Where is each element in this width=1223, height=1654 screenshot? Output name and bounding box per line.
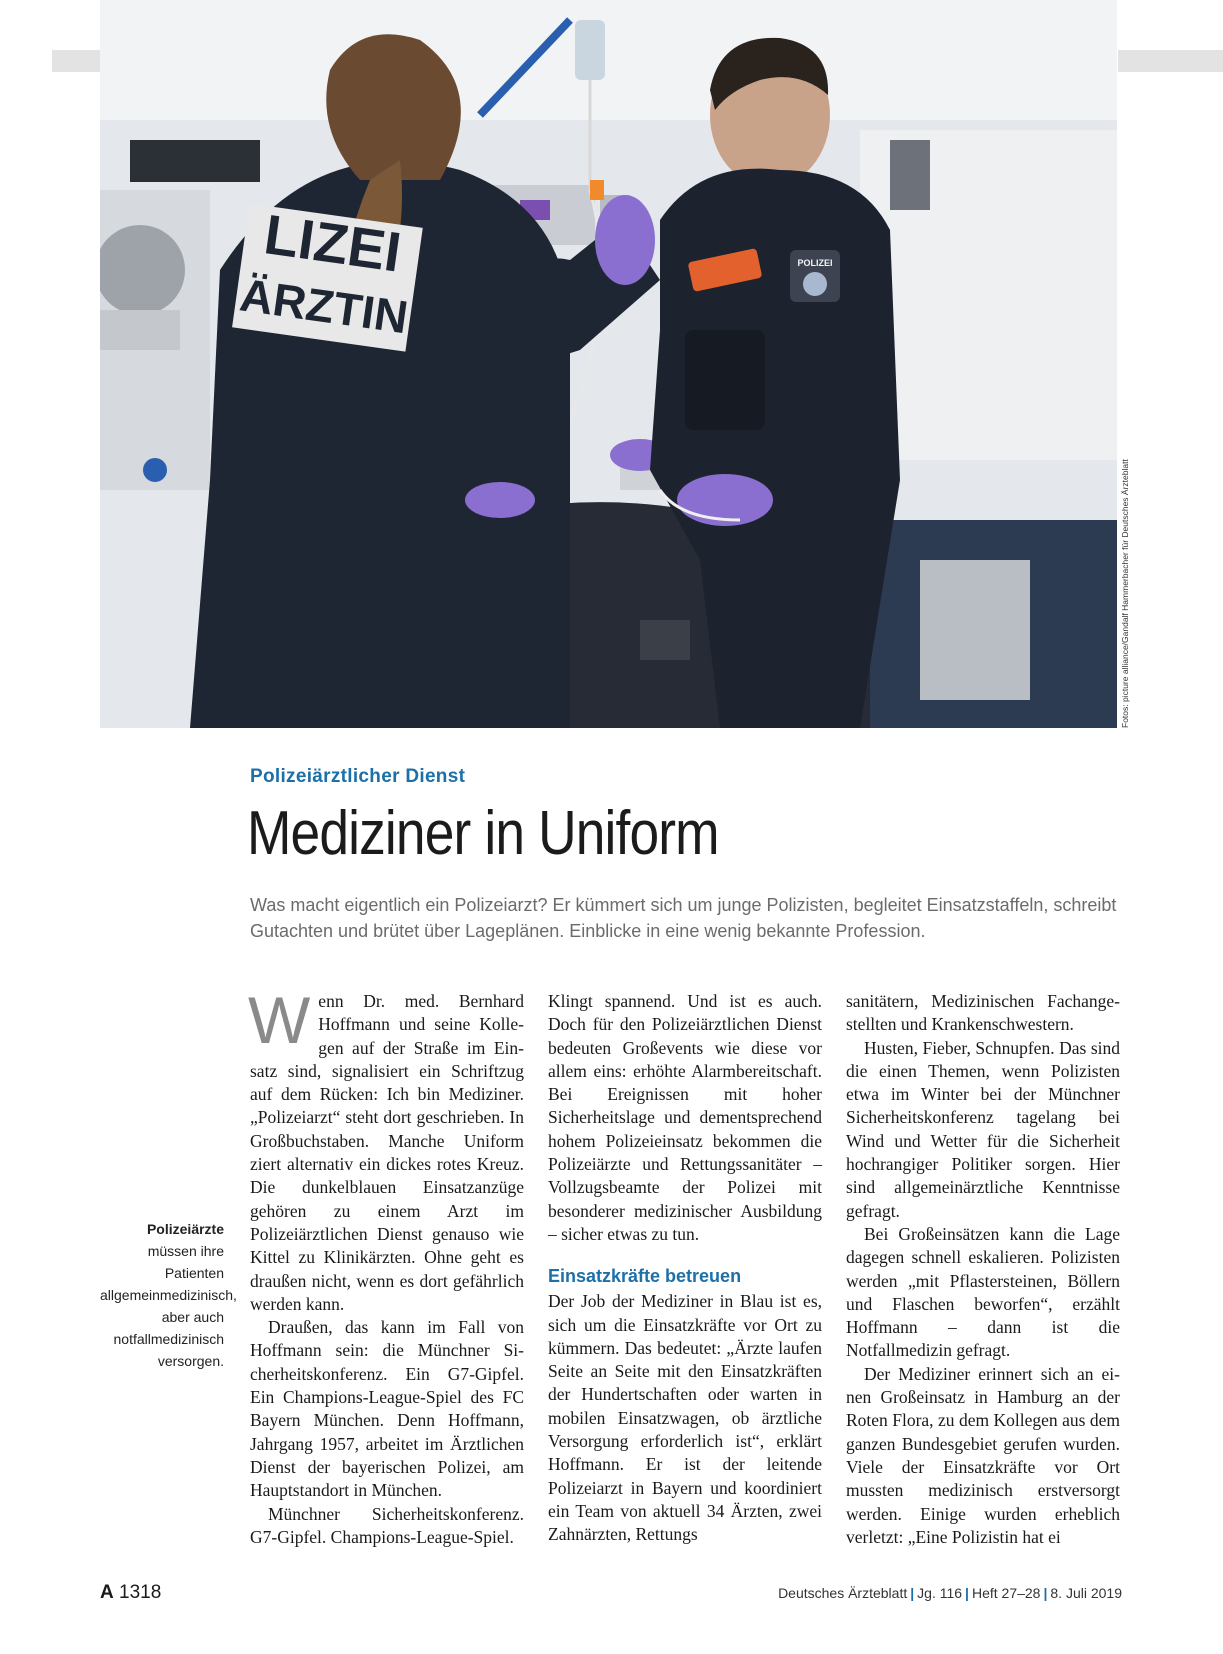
section-subheading: Einsatzkräfte betreuen	[548, 1266, 742, 1287]
text-column-1	[248, 983, 524, 1549]
page-prefix: A	[100, 1582, 114, 1603]
header-bar-right	[1118, 50, 1223, 72]
journal-issue: Heft 27–28	[971, 1585, 1041, 1601]
paragraph: Draußen, das kann im Fall von Hoffmann sein: die Münchner Sicherheitskonferenz. Ein G7-Gipfel. Ein Champions-League-Spiel des FC Bayern München. Denn Hoffmann, Jahrgang 1957, arbeitet im Ärztlichen Dienst der bayerischen Polizei, am Hauptstandort in München.	[250, 1317, 524, 1501]
text-column-3	[846, 990, 1120, 1549]
jacket-text-top: LIZEI	[260, 202, 405, 284]
paragraph: Husten, Fieber, Schnupfen. Das sind die einen Themen, wenn Polizisten etwa im Winter bei der Münchner Sicherheitskonferenz tagelang bei Wind und Wetter für die Sicherheit hochrangiger Politiker sorgen. Hier sind allgemeinärztliche Kenntnisse gefragt.	[846, 1037, 1120, 1221]
article-photo	[100, 0, 1117, 728]
paragraph-text: enn Dr. med. Bernhard Hoffmann und seine Kollegen auf der Straße im Einsatz sind, signalisiert ein Schriftzug auf dem Rücken: Ich bin Mediziner. „Polizeiarzt“ steht dort geschrieben. In Großbuchstaben. Manche Uniform ziert alternativ ein dickes rotes Kreuz. Die dunkelblauen Einsatzanzüge gehören zu einem Arzt im Polizeiärztlichen Dienst genauso wie Kittel zu Klinikärzten. Ohne geht es draußen nicht, wenn es dort gefährlich werden kann.	[250, 991, 524, 1314]
page-number	[100, 1582, 161, 1604]
footer-separator: |	[1043, 1585, 1048, 1601]
dropcap: W	[248, 983, 311, 1057]
paragraph: Klingt spannend. Und ist es auch. Doch für den Polizeiärztlichen Dienst bedeuten Großevents wie diese vor allem eins: erhöhte Alarmbereitschaft. Bei Ereignissen mit hoher Sicherheitslage und dementsprechend hohem Polizeieinsatz bekommen die Polizeiärzte und Rettungssanitäter – Vollzugsbeamte der Polizei mit besonderer medizinischer Ausbildung – sicher etwas zu tun.	[548, 991, 822, 1244]
paragraph: Bei Großeinsätzen kann die Lage dagegen schnell eskalieren. Polizisten werden „mit Pflastersteinen, Böllern und Flaschen beworfen“, erzählt Hoffmann – dann ist die Notfallmedizin gefragt.	[846, 1223, 1120, 1361]
page-number-value: 1318	[113, 1582, 162, 1603]
photo-credit: Fotos: picture alliance/Gandalf Hammerbacher für Deutsches Ärzteblatt	[1120, 459, 1130, 728]
article-kicker: Polizeiärztlicher Dienst	[250, 766, 466, 787]
journal-footer	[778, 1585, 1122, 1601]
jacket-text-bottom: ÄRZTIN	[236, 268, 412, 344]
caption-text: müssen ihre Patienten allgemeinmedizinisch, aber auch notfallmedizinisch versorgen.	[100, 1243, 237, 1369]
police-patch-text: POLIZEI	[797, 258, 833, 268]
photo-caption	[100, 1218, 237, 1372]
paragraph: sanitätern, Medizinischen Fachangestellten und Krankenschwestern.	[846, 991, 1120, 1035]
text-column-2	[548, 990, 822, 1547]
journal-date: 8. Juli 2019	[1050, 1585, 1122, 1601]
paragraph: Der Mediziner erinnert sich an einen Großeinsatz in Hamburg an der Roten Flora, zu dem Kollegen aus dem ganzen Bundesgebiet gerufen wurden. Viele der Einsatzkräfte vor Ort mussten medizinisch erstversorgt werden. Einige wurden erheblich verletzt: „Eine Polizistin hat ei	[846, 1363, 1120, 1547]
caption-bold: Polizeiärzte	[146, 1221, 224, 1237]
paragraph: Der Job der Mediziner in Blau ist es, sich um die Einsatzkräfte vor Ort zu kümmern. Das bedeutet: „Ärzte laufen Seite an Seite mit den Einsatzkräften der Hundertschaften oder warten in mobilen Einsatzwagen, ob ärztliche Versorgung erforderlich ist“, erklärt Hoffmann. Er ist der leitende Polizeiarzt in Bayern und koordiniert ein Team von aktuell 34 Ärzten, zwei Zahnärzten, Rettungs	[548, 1291, 822, 1545]
footer-separator: |	[965, 1585, 969, 1601]
journal-name: Deutsches Ärzteblatt	[778, 1585, 908, 1601]
journal-volume: Jg. 116	[917, 1585, 963, 1601]
paragraph: Münchner Sicherheitskonferenz. G7-Gipfel. Champions-League-Spiel.	[250, 1503, 524, 1547]
article-headline: Mediziner in Uniform	[247, 799, 719, 868]
paragraph	[248, 983, 524, 1316]
footer-separator: |	[910, 1585, 915, 1601]
article-dek: Was macht eigentlich ein Polizeiarzt? Er kümmert sich um junge Polizisten, begleitet Einsatzstaffeln, schreibt Gutachten und brütet über Lageplänen. Einblicke in eine wenig bekannte Profession.	[250, 895, 1117, 941]
